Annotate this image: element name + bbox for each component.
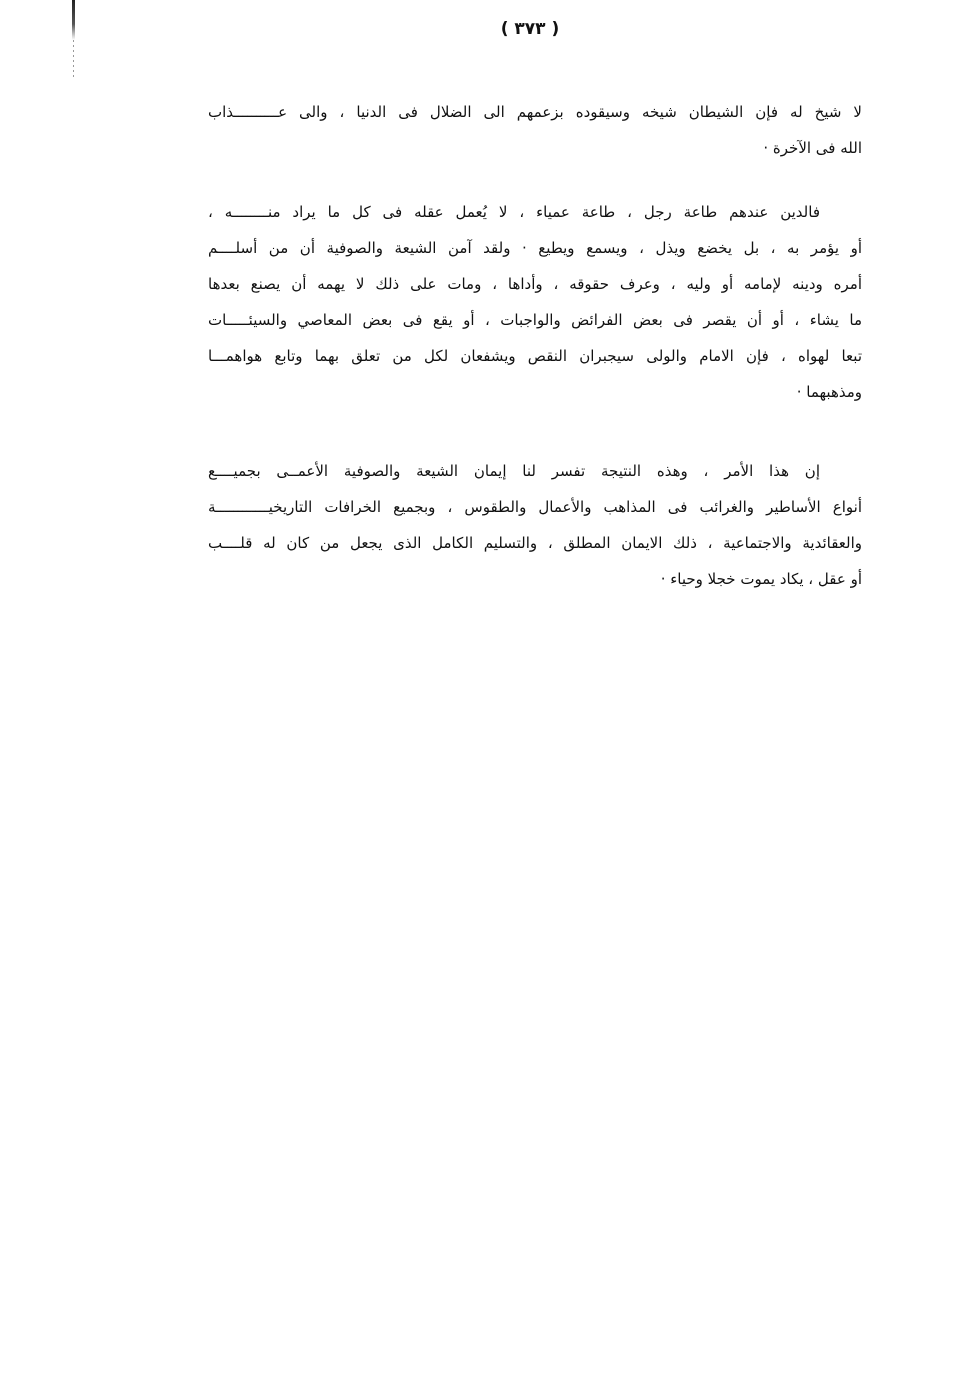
- paragraph-line: أو يؤمر به ، بل يخضع ويذل ، ويسمع ويطيع · ولقد آمن الشيعة والصوفية أن من أسلــــم: [208, 239, 862, 257]
- paragraph-line: إن هذا الأمر ، وهذه النتيجة تفسر لنا إيمان الشيعة والصوفية الأعمــى بجميــــع: [208, 462, 820, 480]
- paragraph-line: فالدين عندهم طاعة رجل ، طاعة عمياء ، لا يُعمل عقله فى كل ما يراد منــــــــه ،: [208, 203, 820, 221]
- paragraph-line: ما يشاء ، أو أن يقصر فى بعض الفرائض والواجبات ، أو يقع فى بعض المعاصي والسيئـــــات: [208, 311, 862, 329]
- paragraph-line: ومذهبهما ·: [796, 383, 862, 401]
- paragraph-line: أمره ودينه لإمامه أو وليه ، وعرف حقوقه ، وأداها ، ومات على ذلك لا يهمه أن يصنع بعدها: [208, 275, 862, 293]
- paragraph-3: [208, 453, 862, 597]
- paragraph-line: أنواع الأساطير والغرائب فى المذاهب والأعمال والطقوس ، وبجميع الخرافات التاريخيــــــــــــة: [208, 498, 862, 516]
- scan-edge-dots: [73, 40, 74, 80]
- paragraph-line: والعقائدية والاجتماعية ، ذلك الايمان المطلق ، والتسليم الكامل الذى يجعل من كان له قلــــب: [208, 534, 862, 552]
- paragraph-line: تبعا لهواه ، فإن الامام والولى سيجبران النقص ويشفعان لكل من تعلق بهما وتابع هواهمـــا: [208, 347, 862, 365]
- paragraph-1: [208, 94, 862, 166]
- paragraph-line: الله فى الآخرة ·: [763, 139, 862, 157]
- page-number: ( ٣٧٣ ): [500, 19, 560, 39]
- paragraph-2: [208, 194, 862, 410]
- paragraph-line: أو عقل ، يكاد يموت خجلا وحياء ·: [660, 570, 862, 588]
- paragraph-line: لا شيخ له فإن الشيطان شيخه وسيقوده بزعمهم الى الضلال فى الدنيا ، والى عــــــــــذاب: [208, 103, 862, 121]
